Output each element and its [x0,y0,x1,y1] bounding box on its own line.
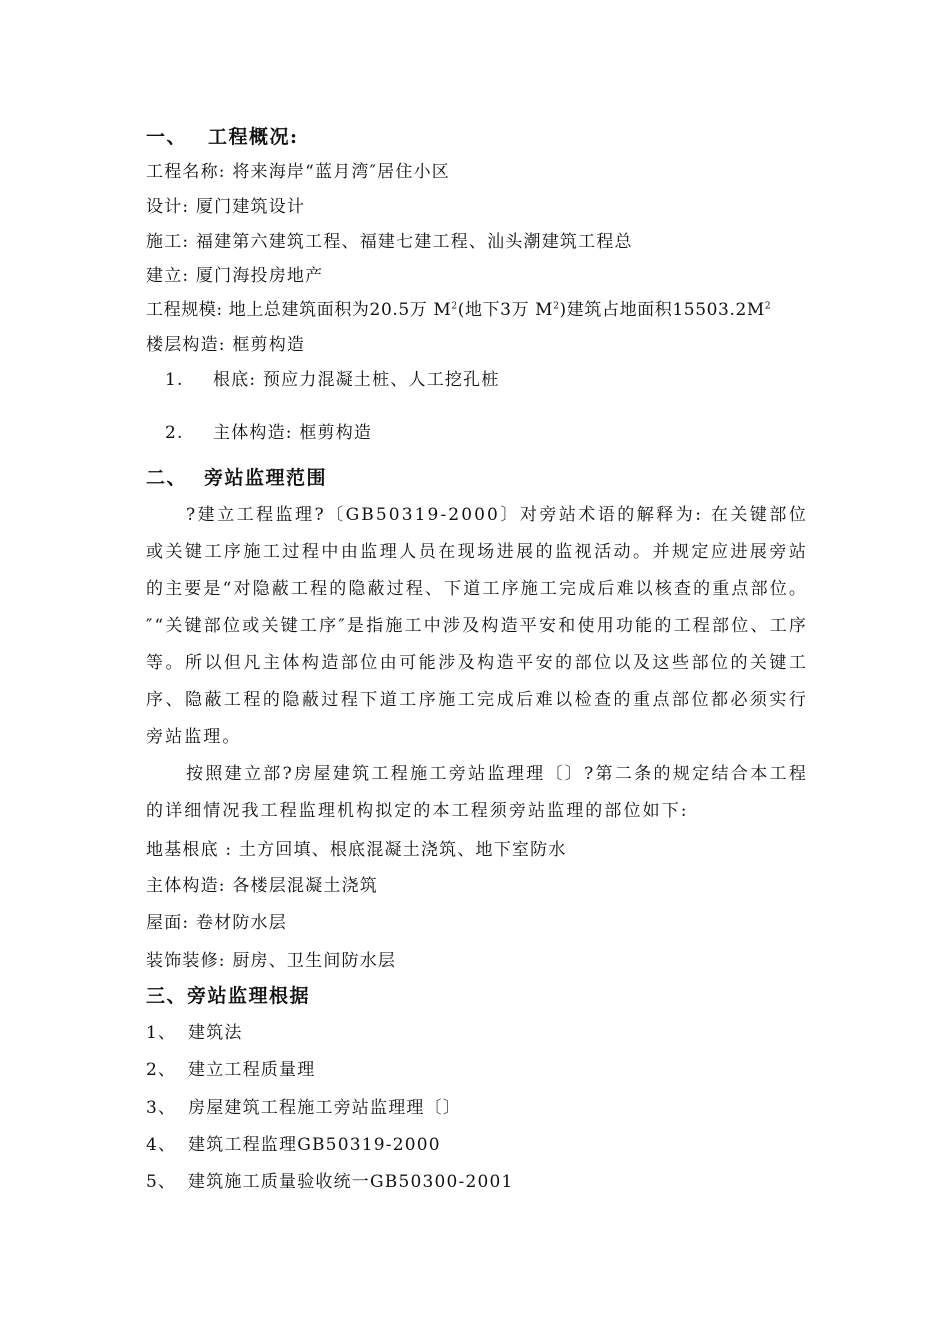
section-1-title: 工程概况: [208,126,299,148]
sub-item-number: 1. [165,370,184,390]
section-1-heading [146,125,299,149]
scale-line [146,299,771,321]
basis-item-text: 建立工程质量理 [188,1060,316,1080]
basis-item-number: 2、 [146,1060,177,1080]
basis-item-number: 4、 [146,1135,177,1155]
basis-item-number: 1、 [146,1023,177,1043]
basis-item [146,1134,441,1156]
scale-sup-3: 2 [764,301,772,312]
scale-text-b: (地下3万 M [457,300,554,320]
basis-item-text: 建筑工程监理GB50319-2000 [188,1135,441,1155]
basis-item [146,1059,315,1081]
basis-item-text: 建筑法 [188,1023,243,1043]
sub-item-foundation [165,369,500,391]
basis-item [146,1171,514,1193]
sub-item-main-structure [165,422,372,444]
sub-item-number: 2. [165,423,184,443]
scale-text-a: 工程规模: 地上总建筑面积为20.5万 M [146,300,452,320]
section-2-number: 二、 [146,467,188,489]
sub-item-text: 根底: 预应力混凝土桩、人工挖孔桩 [213,370,500,390]
main-structure-scope-line: 主体构造: 各楼层混凝土浇筑 [146,876,378,896]
scale-sup-1: 2 [451,301,458,312]
project-name-line: 工程名称: 将来海岸“蓝月湾″居住小区 [146,162,450,182]
basis-item [146,1022,243,1044]
scale-sup-2: 2 [553,301,560,312]
supervision-definition-paragraph: ?建立工程监理?〔GB50319-2000〕对旁站术语的解释为: 在关键部位或关键工序施工过程中由监理人员在现场进展的监视活动。并规定应进展旁站的主要是“对隐蔽工程的隐蔽过程、下道工序施工完成后难以核查的重点部位。″“关键部位或关键工序″是指施工中涉及构造平安和使用功能的工程部位、工序等。所以但凡主体构造部位由可能涉及构造平安的部位以及这些部位的关键工序、隐蔽工程的隐蔽过程下道工序施工完成后难以检查的重点部位都必须实行旁站监理。 [146,505,808,747]
section-3-heading: 三、旁站监理根据 [146,985,311,1007]
construction-line: 施工: 福建第六建筑工程、福建七建工程、汕头潮建筑工程总 [146,232,633,252]
structure-line: 楼层构造: 框剪构造 [146,335,306,355]
section-1-number: 一、 [146,126,188,148]
basis-item-text: 建筑施工质量验收统一GB50300-2001 [188,1172,514,1192]
decoration-scope-line: 装饰装修: 厨房、卫生间防水层 [146,951,397,971]
sub-item-text: 主体构造: 框剪构造 [213,423,373,443]
section-2-heading [146,466,327,490]
basis-item-number: 5、 [146,1172,177,1192]
design-line: 设计: 厦门建筑设计 [146,197,306,217]
basis-item-number: 3、 [146,1098,177,1118]
basis-item [146,1097,461,1119]
scale-text-c: )建筑占地面积15503.2M [559,300,765,320]
basis-item-text: 房屋建筑工程施工旁站监理理〔〕 [188,1098,461,1118]
roof-scope-line: 屋面: 卷材防水层 [146,913,287,933]
foundation-scope-line: 地基根底 : 土方回填、根底混凝土浇筑、地下室防水 [146,840,567,860]
section-2-title: 旁站监理范围 [204,467,328,489]
supervision-scope-paragraph: 按照建立部?房屋建筑工程施工旁站监理理〔〕?第二条的规定结合本工程的详细情况我工程监理机构拟定的本工程须旁站监理的部位如下: [146,764,808,821]
owner-line: 建立: 厦门海投房地产 [146,266,324,286]
